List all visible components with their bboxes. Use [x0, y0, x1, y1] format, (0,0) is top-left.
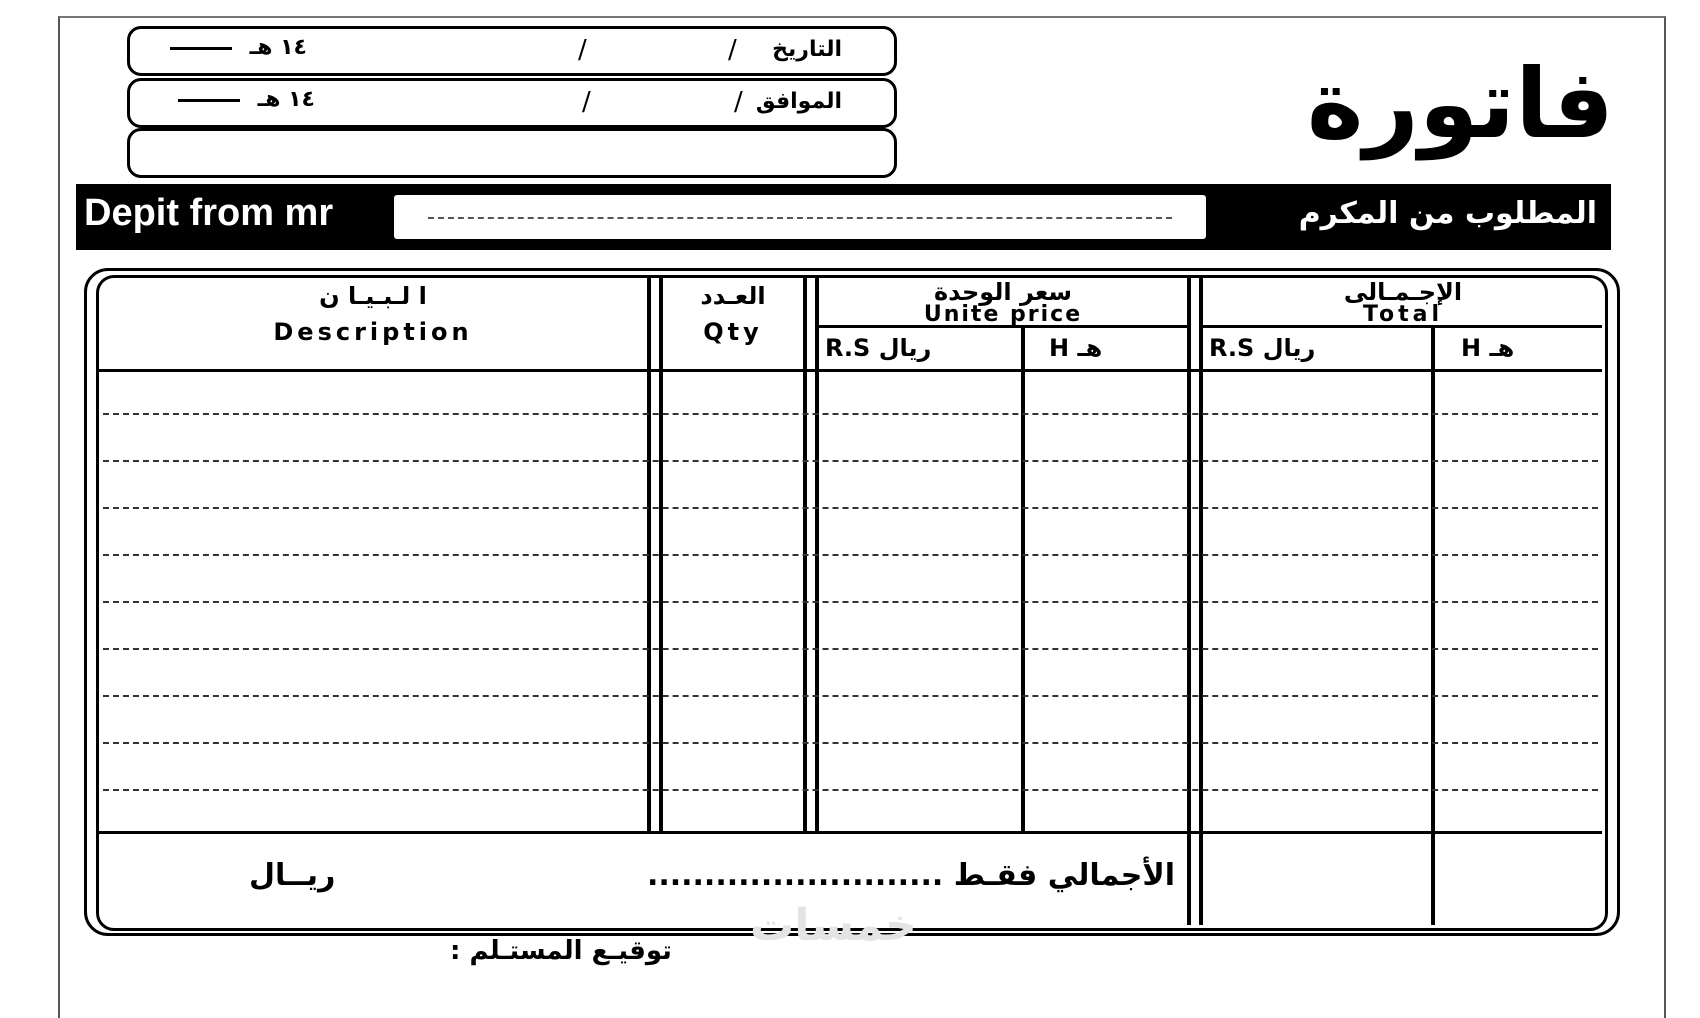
- hijri-suffix: [170, 35, 307, 60]
- date-label: التاريخ: [772, 37, 842, 62]
- unit-price-header-en: Unite price: [923, 302, 1083, 327]
- corresponding-slash-2: /: [582, 87, 591, 117]
- qty-header-ar: العـدد: [700, 282, 766, 310]
- riyal-word: ريــال: [249, 858, 336, 893]
- description-header-en: Description: [273, 318, 473, 346]
- corresponding-slash-1: /: [734, 87, 743, 117]
- col-divider-total-sub: [1431, 325, 1435, 925]
- corresponding-hijri-year: ١٤ هـ: [257, 87, 315, 112]
- watermark: خمسات: [750, 900, 917, 951]
- total-header-ar: الإجـمـالى: [1343, 278, 1463, 306]
- corresponding-label: الموافق: [755, 89, 842, 114]
- corresponding-hijri-suffix: [178, 87, 315, 112]
- invoice-title: فاتورة: [1306, 48, 1614, 160]
- row-line: [103, 648, 1598, 650]
- col-divider-unit-sub: [1021, 325, 1025, 831]
- corresponding-underline: [178, 99, 240, 102]
- unit-price-header-ar: سعر الوحدة: [933, 278, 1073, 306]
- total-header-en: Total: [1362, 302, 1444, 327]
- table-inner-frame: [96, 275, 1608, 931]
- date-slash-1: /: [728, 35, 737, 65]
- customer-name-field[interactable]: [394, 195, 1206, 239]
- blank-field[interactable]: [127, 128, 897, 178]
- customer-name-dashes: [428, 217, 1172, 219]
- recipient-signature-label: توقيـع المستـلم :: [450, 936, 672, 966]
- row-line: [103, 789, 1598, 791]
- row-line: [103, 413, 1598, 415]
- row-line: [103, 507, 1598, 509]
- customer-arabic-label: المطلوب من المكرم: [1298, 196, 1597, 231]
- row-line: [103, 742, 1598, 744]
- qty-header-en: Qty: [703, 318, 763, 346]
- row-line: [103, 601, 1598, 603]
- date-slash-2: /: [578, 35, 587, 65]
- customer-english-label: Depit from mr: [84, 192, 334, 234]
- total-halala-subheader: H هـ: [1461, 334, 1515, 362]
- corresponding-date-field[interactable]: [127, 78, 897, 128]
- rows-bottom-rule: [99, 831, 1602, 834]
- total-riyal-subheader: R.S ريال: [1209, 334, 1316, 362]
- header-bottom-rule: [99, 369, 1602, 372]
- unit-riyal-subheader: R.S ريال: [825, 334, 932, 362]
- customer-bar: [76, 184, 1611, 250]
- row-line: [103, 460, 1598, 462]
- hijri-underline: [170, 47, 232, 50]
- row-line: [103, 554, 1598, 556]
- date-field[interactable]: [127, 26, 897, 76]
- description-header-ar: ا لـبـيـا ن: [319, 282, 427, 310]
- hijri-year: ١٤ هـ: [249, 35, 307, 60]
- total-only-label: الأجمالي فقـط ..........................: [646, 858, 1175, 893]
- unit-halala-subheader: H هـ: [1049, 334, 1103, 362]
- row-line: [103, 695, 1598, 697]
